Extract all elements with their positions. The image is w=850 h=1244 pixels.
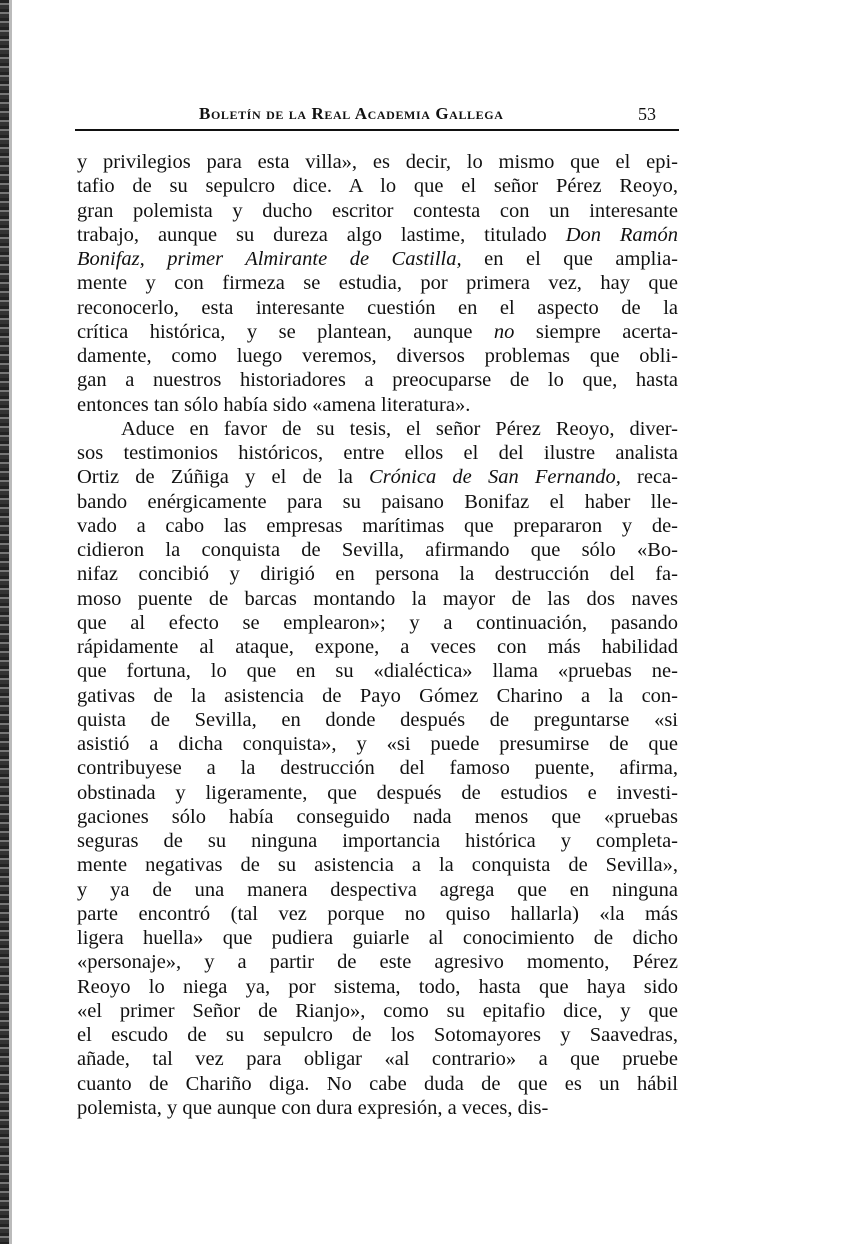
text-segment: parte encontró (tal vez porque no quiso hallarla) «la más: [77, 902, 678, 925]
text-segment: cuanto de Chariño diga. No cabe duda de que es un hábil: [77, 1072, 678, 1095]
text-line: [77, 708, 678, 732]
text-line: [77, 320, 678, 344]
text-line: [77, 538, 678, 562]
text-line: [77, 829, 678, 853]
text-line: [77, 950, 678, 974]
text-line: [77, 781, 678, 805]
text-segment: rápidamente al ataque, expone, a veces con más habilidad: [77, 636, 678, 658]
text-line: [77, 756, 678, 780]
italic-text: Crónica de San Fernando,: [369, 466, 621, 489]
italic-text: no: [493, 320, 515, 343]
text-segment: gran polemista y ducho escritor contesta con un interesante: [77, 199, 678, 222]
text-line: [77, 1023, 678, 1047]
text-segment: que fortuna, lo que en su «dialéctica» llama «pruebas ne-: [77, 660, 678, 683]
text-line: [77, 999, 678, 1023]
text-line: [77, 150, 678, 174]
text-line: [77, 805, 678, 829]
text-segment: asistió a dicha conquista», y «si puede presumirse de que: [77, 733, 678, 755]
text-line: [77, 223, 678, 247]
text-line: [77, 174, 678, 198]
page-number: 53: [638, 104, 656, 124]
text-line: [77, 271, 678, 295]
text-line: [77, 393, 678, 417]
text-line: [77, 611, 678, 635]
text-segment: Aduce en favor de su tesis, el señor Pérez Reoyo, diver-: [121, 417, 678, 440]
text-segment: y privilegios para esta villa», es decir, lo mismo que el epi-: [77, 151, 678, 173]
italic-text: Bonifaz, primer Almirante de Castilla,: [77, 248, 462, 270]
text-segment: moso puente de barcas montando la mayor de las dos naves: [77, 587, 678, 610]
text-line: [77, 1072, 678, 1096]
header-rule: [75, 129, 679, 131]
text-line: [77, 587, 678, 611]
text-segment: entonces tan sólo había sido «amena literatura».: [77, 393, 471, 416]
text-segment: cidieron la conquista de Sevilla, afirmando que sólo «Bo-: [77, 539, 678, 561]
text-line: [77, 562, 678, 586]
text-segment: en el que amplia-: [461, 248, 678, 270]
text-segment: mente y con firmeza se estudia, por primera vez, hay que: [77, 272, 678, 295]
text-line: [77, 417, 678, 441]
text-line: [77, 465, 678, 489]
text-line: [77, 344, 678, 368]
text-segment: Ortiz de Zúñiga y el de la: [77, 466, 370, 489]
text-line: [77, 247, 678, 271]
text-line: [77, 1047, 678, 1071]
text-segment: contribuyese a la destrucción del famoso puente, afirma,: [77, 757, 678, 780]
text-segment: obstinada y ligeramente, que después de estudios e investi-: [77, 781, 678, 804]
text-line: [77, 514, 678, 538]
text-segment: crítica histórica, y se plantean, aunque: [77, 320, 494, 343]
text-line: [77, 659, 678, 683]
scan-border: [0, 0, 9, 1244]
text-segment: polemista, y que aunque con dura expresión, a veces, dis-: [77, 1096, 549, 1119]
text-segment: tafio de su sepulcro dice. A lo que el señor Pérez Reoyo,: [77, 175, 678, 198]
text-segment: reconocerlo, esta interesante cuestión en el aspecto de la: [77, 296, 678, 319]
running-header: [77, 102, 678, 130]
text-line: [77, 490, 678, 514]
text-line: [77, 199, 678, 223]
text-segment: gativas de la asistencia de Payo Gómez Charino a la con-: [77, 684, 678, 707]
text-segment: y ya de una manera despectiva agrega que en ninguna: [77, 878, 678, 901]
text-line: [77, 296, 678, 320]
text-segment: añade, tal vez para obligar «al contrario» a que pruebe: [77, 1048, 678, 1071]
text-line: [77, 902, 678, 926]
text-line: [77, 878, 678, 902]
text-line: [77, 368, 678, 392]
text-line: [77, 926, 678, 950]
text-segment: «personaje», y a partir de este agresivo momento, Pérez: [77, 951, 678, 974]
text-segment: damente, como luego veremos, diversos problemas que obli-: [77, 345, 678, 367]
text-segment: nifaz concibió y dirigió en persona la destrucción del fa-: [77, 563, 678, 586]
text-segment: sos testimonios históricos, entre ellos el del ilustre analista: [77, 442, 678, 464]
text-line: [77, 684, 678, 708]
text-segment: trabajo, aunque su dureza algo lastime, titulado: [77, 223, 566, 246]
text-line: [77, 732, 678, 756]
italic-text: Don Ramón: [565, 223, 678, 246]
text-segment: mente negativas de su asistencia a la conquista de Sevilla»,: [77, 854, 678, 877]
text-line: [77, 975, 678, 999]
text-segment: bando enérgicamente para su paisano Bonifaz el haber lle-: [77, 490, 678, 513]
text-segment: gan a nuestros historiadores a preocuparse de lo que, hasta: [77, 369, 678, 392]
text-line: [77, 441, 678, 465]
body-text: [77, 150, 678, 1120]
text-segment: seguras de su ninguna importancia histórica y completa-: [77, 830, 678, 852]
text-segment: «el primer Señor de Rianjo», como su epitafio dice, y que: [77, 999, 678, 1022]
journal-title: Boletín de la Real Academia Gallega: [199, 104, 504, 123]
text-segment: reca-: [620, 466, 678, 489]
text-line: [77, 853, 678, 877]
text-segment: ligera huella» que pudiera guiarle al conocimiento de dicho: [77, 927, 678, 949]
text-segment: siempre acerta-: [514, 320, 679, 343]
text-segment: vado a cabo las empresas marítimas que prepararon y de-: [77, 514, 678, 537]
scan-border-shadow: [9, 0, 12, 1244]
text-segment: el escudo de su sepulcro de los Sotomayores y Saavedras,: [77, 1024, 678, 1046]
text-segment: Reoyo lo niega ya, por sistema, todo, hasta que haya sido: [77, 975, 678, 998]
text-segment: gaciones sólo había conseguido nada menos que «pruebas: [77, 805, 678, 828]
text-segment: que al efecto se emplearon»; y a continuación, pasando: [77, 611, 678, 634]
text-line: [77, 635, 678, 659]
text-line: [77, 1096, 678, 1120]
text-segment: quista de Sevilla, en donde después de preguntarse «si: [77, 708, 678, 731]
